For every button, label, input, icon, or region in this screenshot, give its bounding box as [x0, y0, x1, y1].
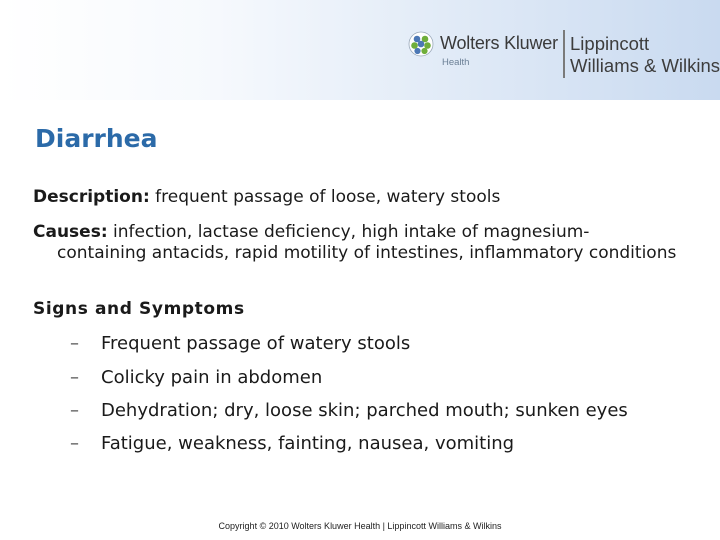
- symptom-text: Frequent passage of watery stools: [101, 333, 411, 354]
- symptom-text: Dehydration; dry, loose skin; parched mouth; sunken eyes: [101, 400, 628, 421]
- causes-text: infection, lactase deficiency, high intake of magnesium-: [107, 222, 590, 242]
- copyright-footer: Copyright © 2010 Wolters Kluwer Health | Lippincott Williams & Wilkins: [218, 521, 502, 531]
- description-paragraph: [33, 187, 500, 208]
- description-label: Description:: [33, 187, 150, 207]
- causes-paragraph: [33, 222, 683, 264]
- logo-wolters-kluwer-name: Wolters Kluwer: [440, 33, 558, 53]
- symptom-list-item: [70, 333, 410, 354]
- bullet-dash: –: [70, 333, 79, 354]
- causes-text-continued: containing antacids, rapid motility of intestines, inflammatory conditions: [57, 243, 677, 263]
- symptom-list-item: [70, 433, 514, 454]
- symptom-text: Fatigue, weakness, fainting, nausea, vomiting: [101, 433, 515, 454]
- bullet-dash: –: [70, 367, 79, 388]
- wolters-kluwer-globe-icon: [408, 31, 434, 57]
- symptom-list-item: [70, 400, 628, 421]
- symptom-list-item: [70, 367, 322, 388]
- description-text: frequent passage of loose, watery stools: [149, 187, 501, 207]
- publisher-logo: [406, 26, 720, 82]
- bullet-dash: –: [70, 433, 79, 454]
- logo-health-label: Health: [442, 57, 470, 68]
- bullet-dash: –: [70, 400, 79, 421]
- logo-lippincott: Lippincott: [570, 33, 650, 54]
- slide-title: Diarrhea: [35, 124, 158, 153]
- causes-label: Causes:: [33, 222, 108, 242]
- symptom-text: Colicky pain in abdomen: [101, 367, 323, 388]
- logo-williams-wilkins: Williams & Wilkins: [570, 55, 720, 76]
- signs-symptoms-heading: Signs and Symptoms: [33, 299, 245, 319]
- logo-divider: [563, 30, 565, 78]
